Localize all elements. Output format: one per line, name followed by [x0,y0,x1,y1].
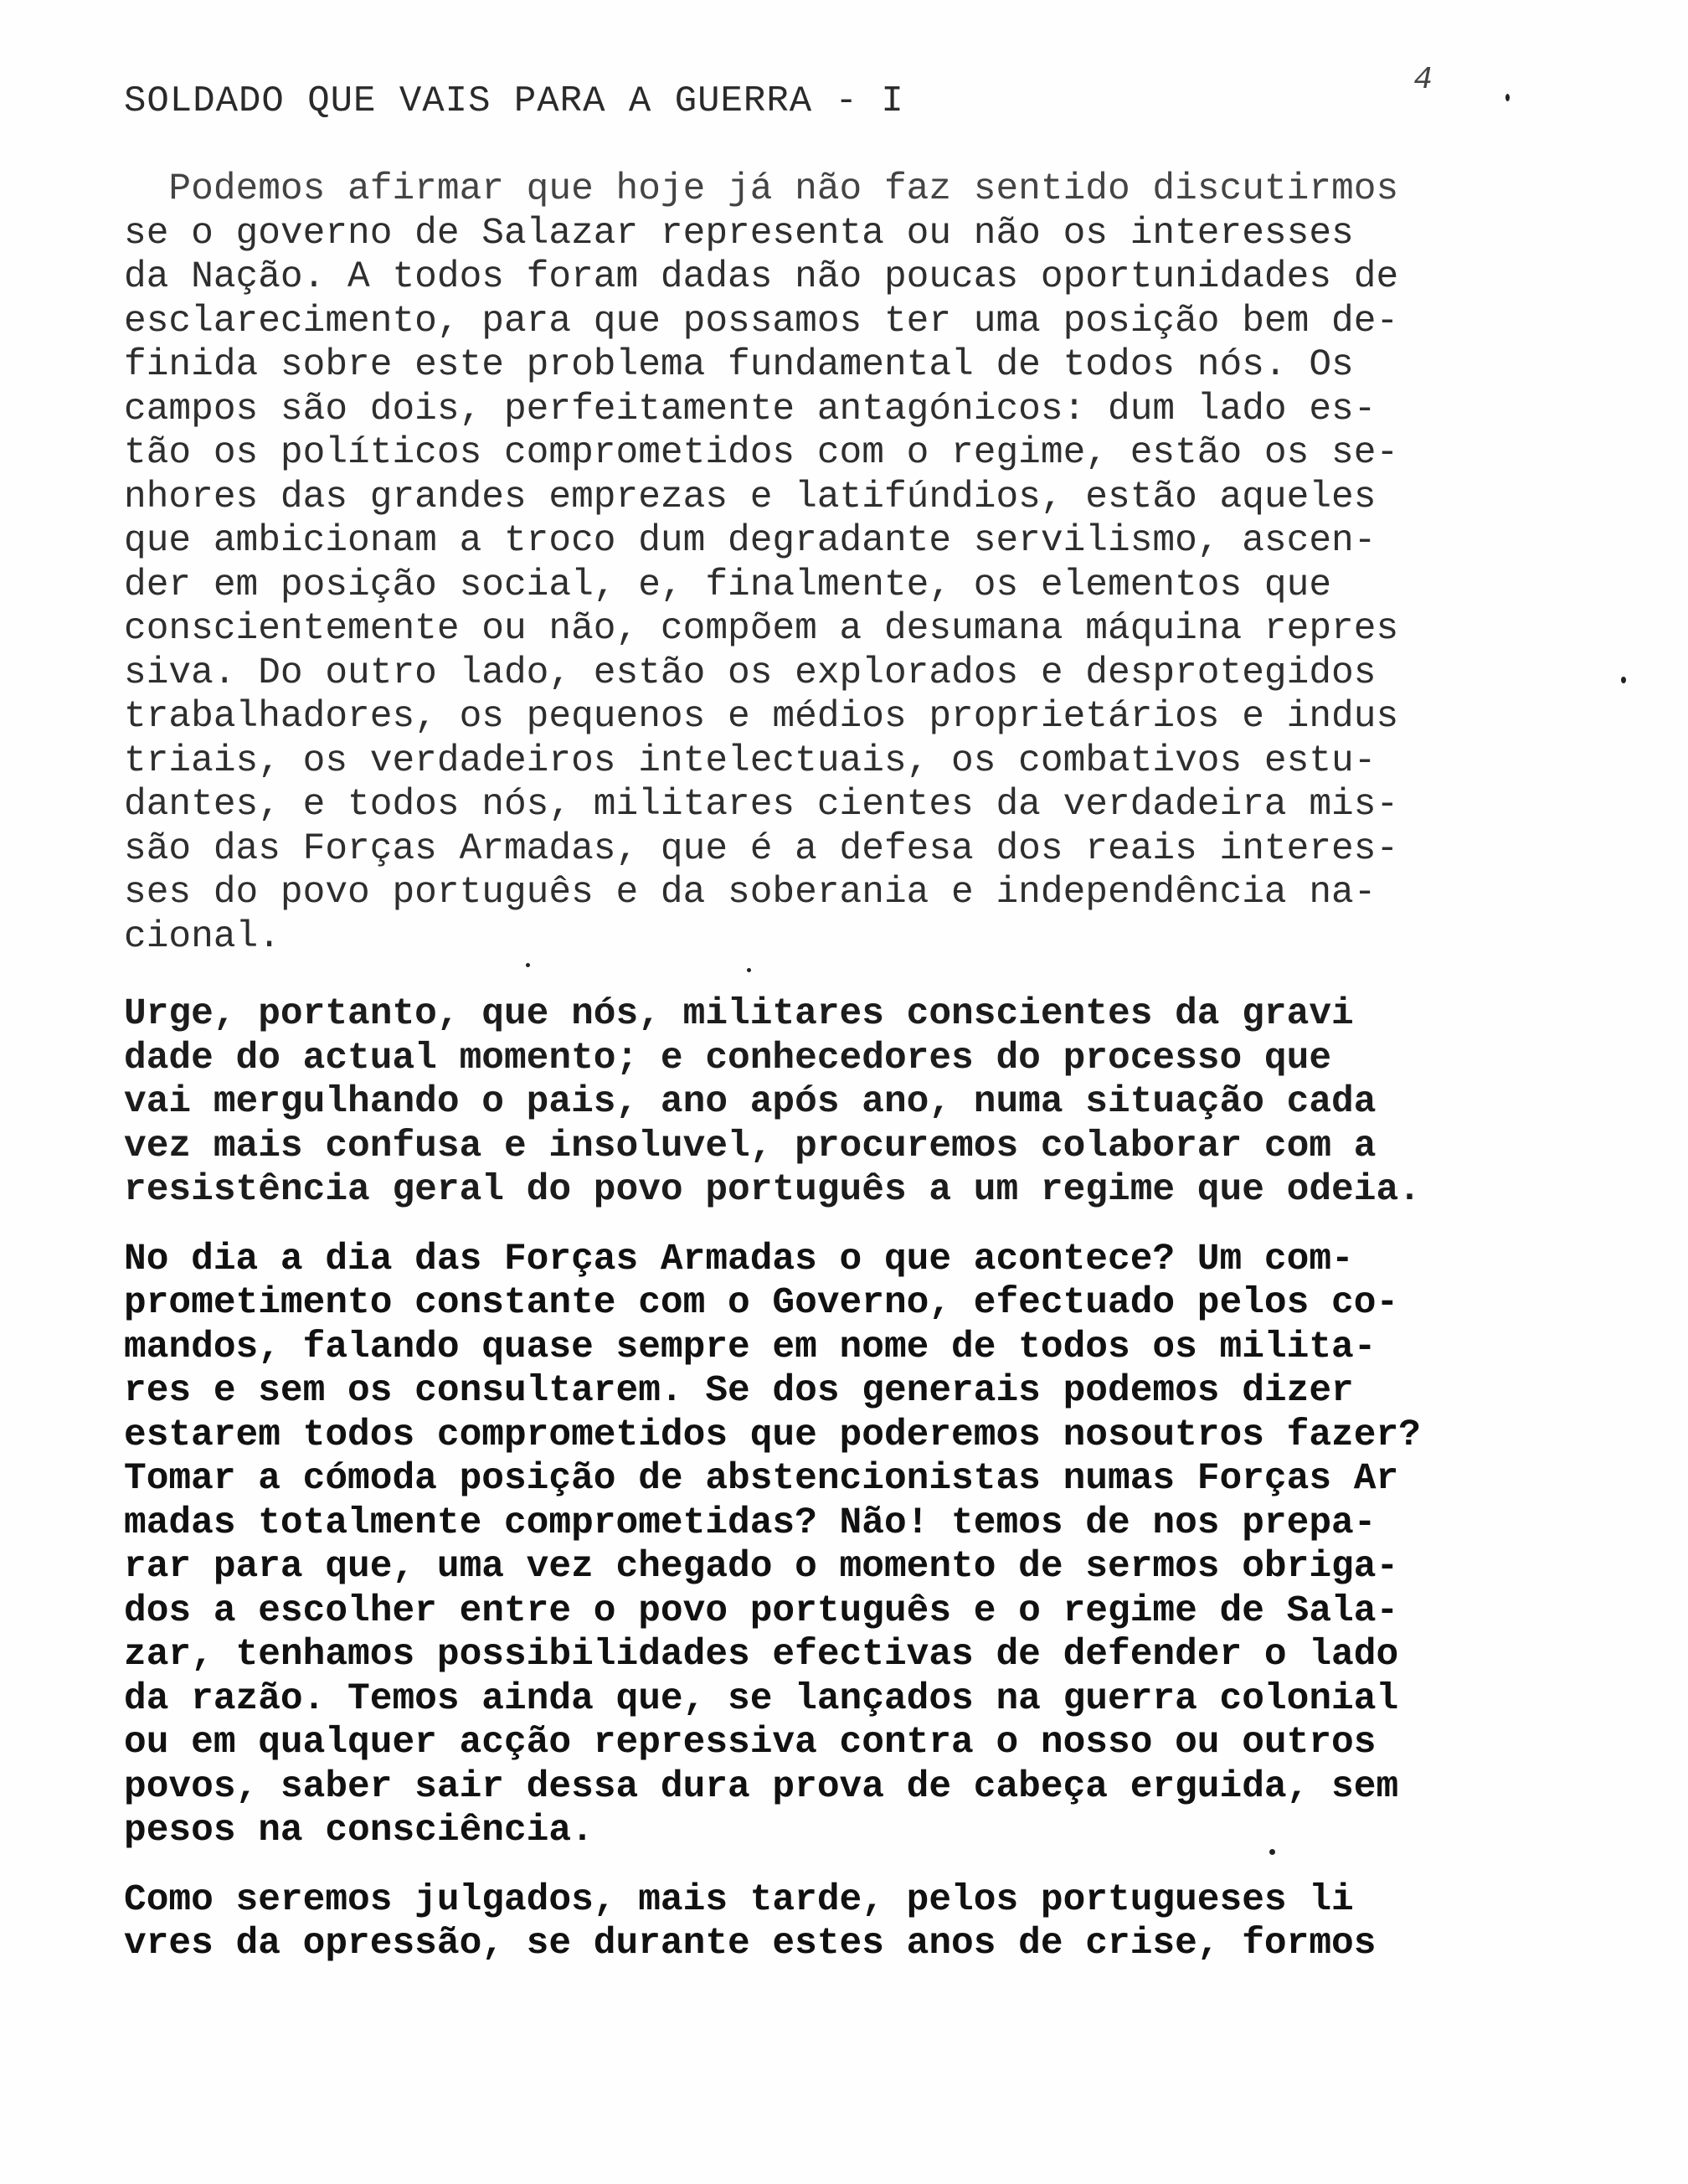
text-line: No dia a dia das Forças Armadas o que acontece? Um com- [124,1238,1354,1280]
text-line: conscientemente ou não, compõem a desumana máquina repres [124,608,1399,650]
text-line: que ambicionam a troco dum degradante servilismo, ascen- [124,520,1377,562]
text-line: estarem todos comprometidos que poderemos nosoutros fazer? [124,1414,1421,1456]
scan-speck [1269,1849,1275,1855]
text-line: rar para que, uma vez chegado o momento de sermos obriga- [124,1546,1399,1588]
text-line: cional. [124,915,280,958]
text-line: finida sobre este problema fundamental de todos nós. Os [124,344,1354,386]
text-line: pesos na consciência. [124,1810,594,1852]
text-line: dade do actual momento; e conhecedores do processo que [124,1037,1332,1079]
text-line: Tomar a cómoda posição de abstencionistas numas Forças Ar [124,1458,1399,1500]
text-line: dos a escolher entre o povo português e o regime de Sala- [124,1589,1399,1632]
text-line: nhores das grandes emprezas e latifúndios, estão aqueles [124,476,1377,518]
paragraph-3 [124,1238,1581,1853]
text-line: se o governo de Salazar representa ou não os interesses [124,212,1354,255]
text-line: prometimento constante com o Governo, efectuado pelos co- [124,1282,1399,1324]
text-line: campos são dois, perfeitamente antagónicos: dum lado es- [124,388,1377,430]
text-line: ou em qualquer acção repressiva contra o nosso ou outros [124,1722,1377,1764]
text-line: esclarecimento, para que possamos ter uma posição bem de- [124,300,1399,343]
text-line: Urge, portanto, que nós, militares conscientes da gravi [124,993,1354,1035]
document-header: SOLDADO QUE VAIS PARA A GUERRA - I [124,80,904,122]
paragraph-4 [124,1878,1581,1966]
scan-speck [1621,677,1626,683]
scan-speck [1505,94,1510,101]
text-line: madas totalmente comprometidas? Não! temos de nos prepa- [124,1502,1377,1544]
text-line: resistência geral do povo português a um regime que odeia. [124,1169,1421,1211]
text-line: mandos, falando quase sempre em nome de todos os milita- [124,1326,1377,1368]
body-text [124,167,1581,1966]
page-number: 4 [1413,62,1433,98]
text-line: res e sem os consultarem. Se dos generais podemos dizer [124,1370,1354,1412]
text-line: der em posição social, e, finalmente, os elementos que [124,564,1332,606]
paragraph-2 [124,992,1581,1213]
text-line: vres da opressão, se durante estes anos de crise, formos [124,1923,1377,1965]
text-line: povos, saber sair dessa dura prova de cabeça erguida, sem [124,1765,1399,1808]
text-line: zar, tenhamos possibilidades efectivas de defender o lado [124,1634,1399,1676]
text-line: vez mais confusa e insoluvel, procuremos colaborar com a [124,1125,1377,1167]
text-line: Como seremos julgados, mais tarde, pelos portugueses li [124,1878,1354,1921]
text-line: ses do povo português e da soberania e independência na- [124,872,1377,914]
text-line: trabalhadores, os pequenos e médios proprietários e indus [124,696,1399,738]
text-line: tão os políticos comprometidos com o regime, estão os se- [124,432,1399,474]
text-line: Podemos afirmar que hoje já não faz sentido discutirmos [124,168,1399,210]
paragraph-1 [124,167,1581,959]
text-line: da razão. Temos ainda que, se lançados na guerra colonial [124,1677,1399,1720]
text-line: dantes, e todos nós, militares cientes da verdadeira mis- [124,784,1399,826]
scan-speck [747,968,751,972]
text-line: são das Forças Armadas, que é a defesa dos reais interes- [124,827,1399,870]
text-line: vai mergulhando o pais, ano após ano, numa situação cada [124,1081,1377,1123]
text-line: da Nação. A todos foram dadas não poucas oportunidades de [124,256,1399,298]
text-line: triais, os verdadeiros intelectuais, os combativos estu- [124,739,1377,782]
text-line: siva. Do outro lado, estão os explorados e desprotegidos [124,652,1377,694]
scan-speck [526,963,530,967]
